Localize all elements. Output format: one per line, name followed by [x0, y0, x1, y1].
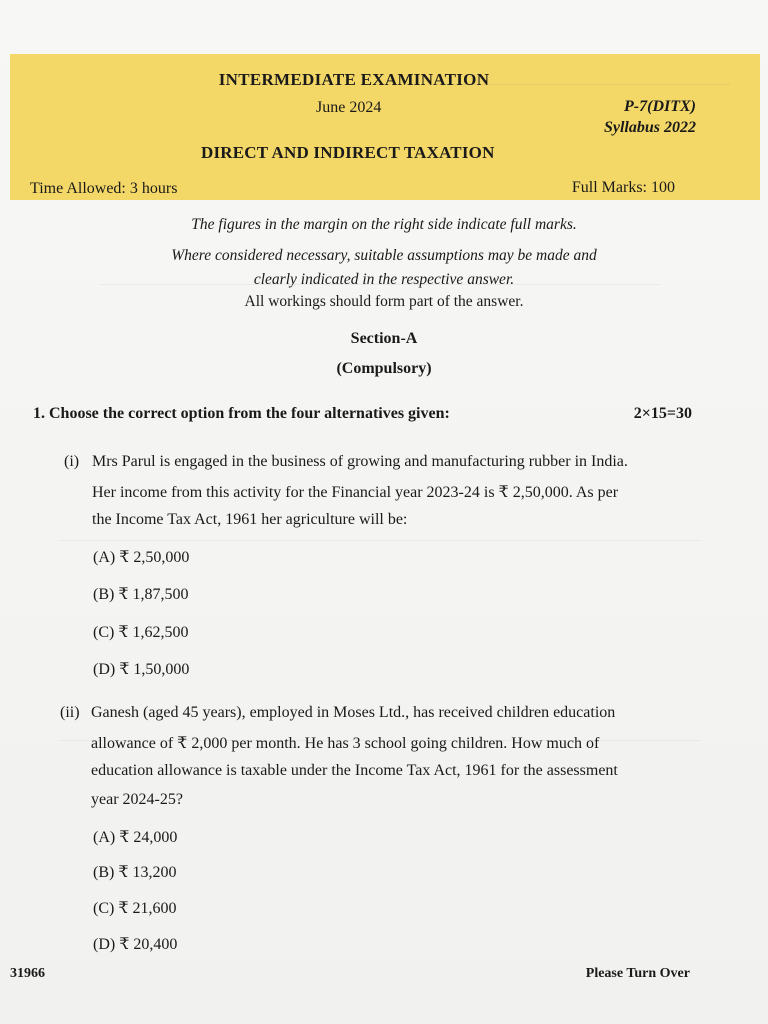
- part-i-line-3: the Income Tax Act, 1961 her agriculture will be:: [92, 511, 408, 528]
- part-label-i: (i): [64, 453, 80, 470]
- part-i-option-d: (D) ₹ 1,50,000: [93, 661, 190, 678]
- time-allowed: Time Allowed: 3 hours: [30, 180, 178, 197]
- part-ii-line-1: Ganesh (aged 45 years), employed in Moses Ltd., has received children education: [91, 704, 616, 721]
- section-note: (Compulsory): [336, 360, 432, 377]
- instruction-line-1: The figures in the margin on the right side indicate full marks.: [191, 216, 577, 233]
- exam-title-text: INTERMEDIATE EXAMINATION: [218, 70, 490, 89]
- exam-date: June 2024: [316, 99, 382, 116]
- question-text: Choose the correct option from the four alternatives given:: [49, 405, 450, 422]
- instruction-line-2: Where considered necessary, suitable assumptions may be made and: [171, 247, 597, 264]
- part-ii-option-d: (D) ₹ 20,400: [93, 936, 178, 953]
- part-i-option-c: (C) ₹ 1,62,500: [93, 624, 189, 641]
- part-ii-line-3: education allowance is taxable under the Income Tax Act, 1961 for the assessment: [91, 762, 618, 779]
- footer-code: 31966: [10, 966, 45, 981]
- part-label-ii: (ii): [60, 704, 80, 721]
- question-1-heading: [33, 405, 450, 423]
- part-ii-option-b: (B) ₹ 13,200: [93, 864, 177, 881]
- question-marks: 2×15=30: [633, 405, 692, 422]
- part-i-line-1: Mrs Parul is engaged in the business of growing and manufacturing rubber in India.: [92, 453, 628, 470]
- full-marks: Full Marks: 100: [571, 179, 675, 196]
- part-ii-line-4: year 2024-25?: [91, 791, 183, 808]
- instruction-line-3: clearly indicated in the respective answer.: [253, 271, 515, 288]
- part-ii-line-2: allowance of ₹ 2,000 per month. He has 3 school going children. How much of: [91, 735, 600, 752]
- part-i-option-b: (B) ₹ 1,87,500: [93, 586, 189, 603]
- question-number: 1.: [33, 405, 45, 422]
- part-ii-option-a: (A) ₹ 24,000: [93, 829, 178, 846]
- part-i-option-a: (A) ₹ 2,50,000: [93, 549, 190, 566]
- subject-title: DIRECT AND INDIRECT TAXATION: [201, 143, 495, 162]
- syllabus: Syllabus 2022: [603, 119, 696, 136]
- instruction-line-4: All workings should form part of the answer.: [244, 293, 524, 310]
- part-ii-option-c: (C) ₹ 21,600: [93, 900, 177, 917]
- part-i-line-2: Her income from this activity for the Financial year 2023-24 is ₹ 2,50,000. As per: [92, 484, 619, 501]
- exam-title: [0, 70, 768, 90]
- footer-turn-over: Please Turn Over: [585, 966, 690, 981]
- paper-code: P-7(DITX): [624, 98, 696, 115]
- section-name: Section-A: [350, 330, 418, 347]
